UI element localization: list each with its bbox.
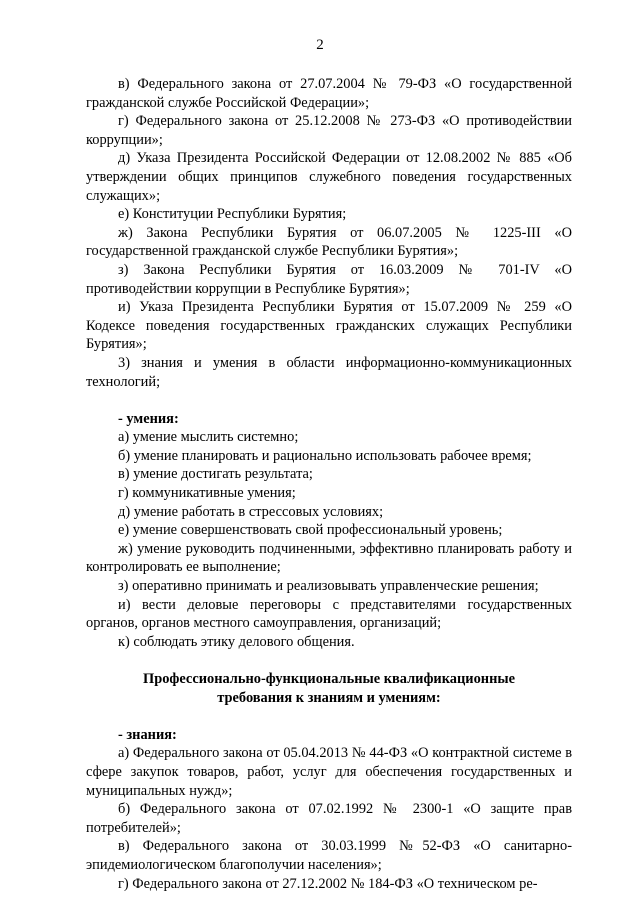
list-item: з) Закона Республики Бурятия от 16.03.2009 № 701-IV «О противодействии коррупции в Республике Бурятия»; xyxy=(86,261,572,297)
list-item: к) соблюдать этику делового общения. xyxy=(118,633,355,650)
knowledge-title: - знания: xyxy=(118,726,177,743)
list-item: а) Федерального закона от 05.04.2013 № 44-ФЗ «О контрактной системе в сфере закупок товаров, работ, услуг для обеспечения государственных и муниципальных нужд»; xyxy=(86,745,572,799)
list-item: г) Федерального закона от 25.12.2008 № 273-ФЗ «О противодействии коррупции»; xyxy=(86,113,572,148)
list-item: г) коммуникативные умения; xyxy=(118,485,296,502)
list-item: д) Указа Президента Российской Федерации от 12.08.2002 № 885 «Об утверждении общих принципов служебного поведения государственных служащих»; xyxy=(86,150,572,204)
list-item: е) Конституции Республики Бурятия; xyxy=(118,206,347,223)
spacer xyxy=(86,707,572,726)
spacer xyxy=(86,391,572,410)
list-item: д) умение работать в стрессовых условиях; xyxy=(118,503,384,520)
list-item: г) Федерального закона от 27.12.2002 № 184-ФЗ «О техническом ре- xyxy=(118,875,538,892)
page-number: 2 xyxy=(316,37,324,53)
spacer xyxy=(86,651,572,670)
section-heading-line2: требования к знаниям и умениям: xyxy=(217,689,441,706)
skills-title: - умения: xyxy=(118,410,179,427)
list-item: е) умение совершенствовать свой профессиональный уровень; xyxy=(118,522,503,539)
document-body xyxy=(86,75,572,893)
list-item: а) умение мыслить системно; xyxy=(118,429,299,446)
section-heading-line1: Профессионально-функциональные квалификационные xyxy=(143,671,515,687)
list-item: 3) знания и умения в области информационно-коммуникационных технологий; xyxy=(86,354,572,390)
list-item: и) вести деловые переговоры с представителями государственных органов, органов местного самоуправления, организаций; xyxy=(86,596,572,632)
list-item: и) Указа Президента Республики Бурятия от 15.07.2009 № 259 «О Кодексе поведения государственных гражданских служащих Республики Бурятия»; xyxy=(86,299,572,353)
list-item: в) Федерального закона от 27.07.2004 № 79-ФЗ «О государственной гражданской службе Российской Федерации»; xyxy=(86,76,572,111)
list-item: б) умение планировать и рационально использовать рабочее время; xyxy=(118,447,532,464)
list-item: з) оперативно принимать и реализовывать управленческие решения; xyxy=(118,578,539,595)
list-item: ж) умение руководить подчиненными, эффективно планировать работу и контролировать ее выполнение; xyxy=(86,540,572,576)
list-item: в) Федерального закона от 30.03.1999 №52-ФЗ «О санитарно-эпидемиологическом благополучии населения»; xyxy=(86,838,572,873)
list-item: б) Федерального закона от 07.02.1992 № 2300-1 «О защите прав потребителей»; xyxy=(86,801,572,836)
list-item: ж) Закона Республики Бурятия от 06.07.2005 № 1225-III «О государственной гражданской службе Республики Бурятия»; xyxy=(86,224,572,260)
list-item: в) умение достигать результата; xyxy=(118,466,313,483)
